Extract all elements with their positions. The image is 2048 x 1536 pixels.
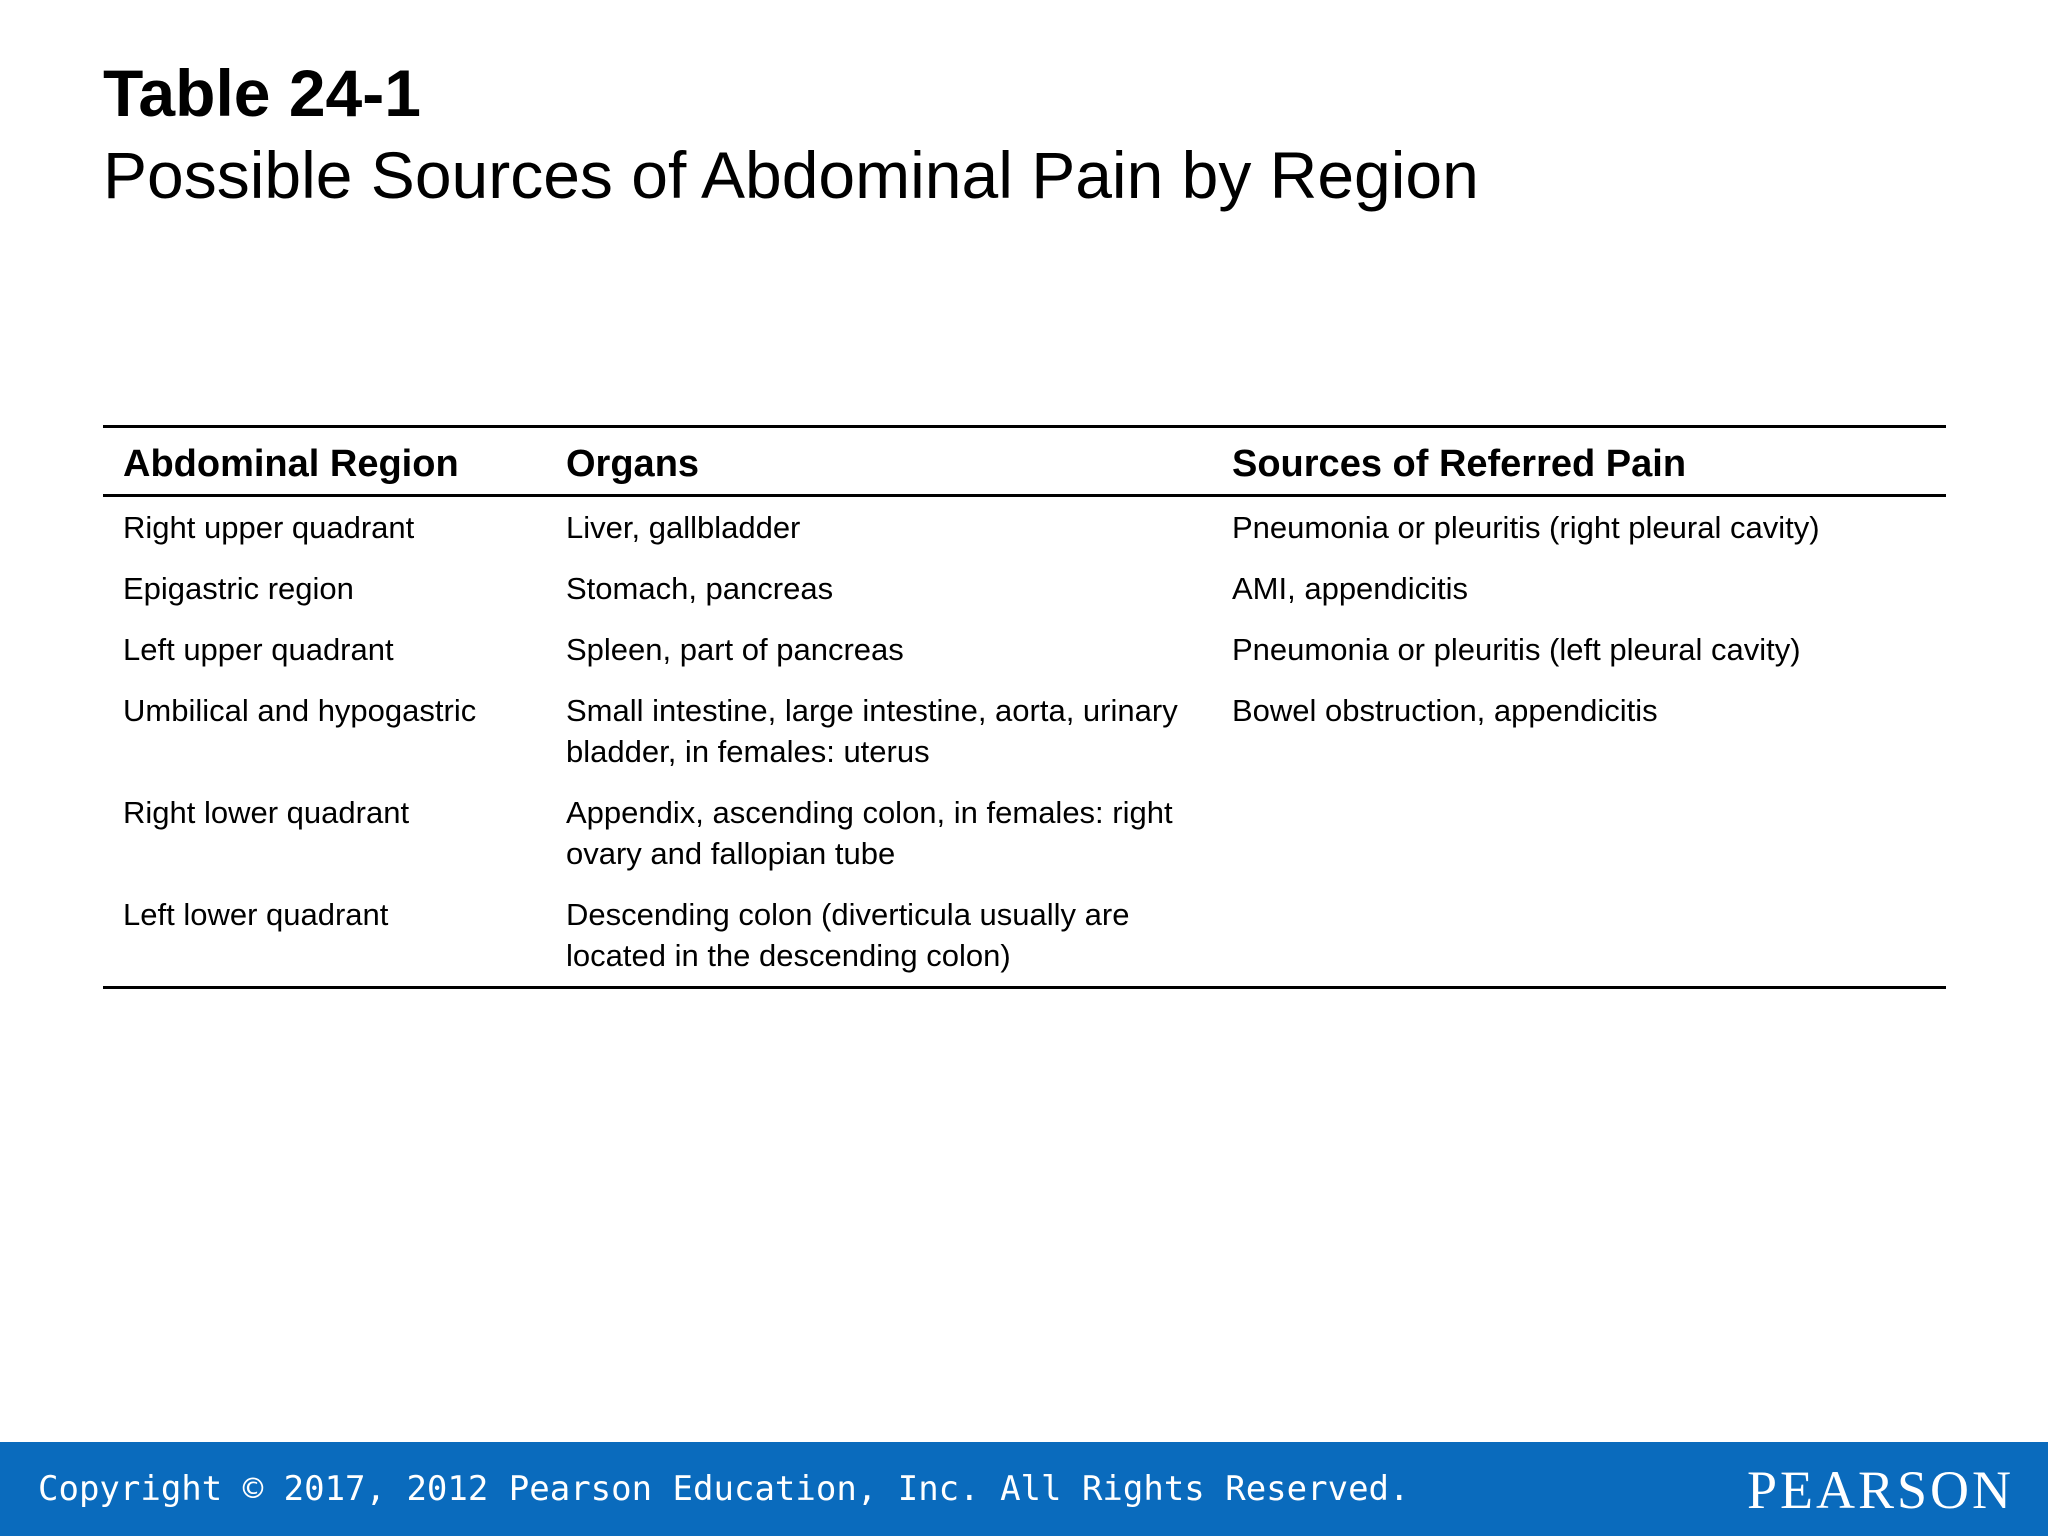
title-block — [103, 52, 1479, 216]
cell-region: Left lower quadrant — [123, 897, 389, 932]
cell-region: Left upper quadrant — [123, 632, 394, 667]
table-row — [103, 884, 1946, 988]
cell-organs: Descending colon (diverticula usually are located in the descending colon) — [566, 897, 1130, 973]
column-header-organs: Organs — [566, 442, 700, 485]
table-row — [103, 782, 1946, 884]
column-header-referred-pain: Sources of Referred Pain — [1232, 442, 1687, 485]
cell-referred-pain — [1212, 782, 1946, 884]
cell-region: Right lower quadrant — [123, 795, 410, 830]
table-container — [103, 425, 1946, 989]
table-row — [103, 496, 1946, 559]
cell-referred-pain: Pneumonia or pleuritis (right pleural cavity) — [1232, 510, 1820, 545]
cell-referred-pain: AMI, appendicitis — [1232, 571, 1469, 606]
cell-referred-pain: Pneumonia or pleuritis (left pleural cavity) — [1232, 632, 1801, 667]
pearson-logo: PEARSON — [1746, 1460, 2014, 1520]
table-number: Table 24-1 — [103, 56, 421, 130]
cell-referred-pain — [1212, 884, 1946, 988]
cell-organs: Small intestine, large intestine, aorta, urinary bladder, in females: uterus — [566, 693, 1178, 769]
cell-organs: Spleen, part of pancreas — [566, 632, 904, 667]
table-row — [103, 619, 1946, 680]
copyright-notice: Copyright © 2017, 2012 Pearson Education, Inc. All Rights Reserved. — [38, 1469, 1410, 1509]
cell-region: Right upper quadrant — [123, 510, 415, 545]
column-header-region: Abdominal Region — [123, 442, 459, 485]
table-row — [103, 680, 1946, 782]
cell-region: Epigastric region — [123, 571, 354, 606]
table-row — [103, 558, 1946, 619]
footer-bar — [0, 1442, 2048, 1536]
cell-region: Umbilical and hypogastric — [123, 693, 477, 728]
abdominal-pain-table — [103, 425, 1946, 989]
cell-organs: Liver, gallbladder — [566, 510, 801, 545]
cell-organs: Stomach, pancreas — [566, 571, 834, 606]
cell-organs: Appendix, ascending colon, in females: right ovary and fallopian tube — [566, 795, 1173, 871]
table-title: Possible Sources of Abdominal Pain by Region — [103, 138, 1479, 212]
cell-referred-pain: Bowel obstruction, appendicitis — [1232, 693, 1658, 728]
table-header-row — [103, 427, 1946, 496]
